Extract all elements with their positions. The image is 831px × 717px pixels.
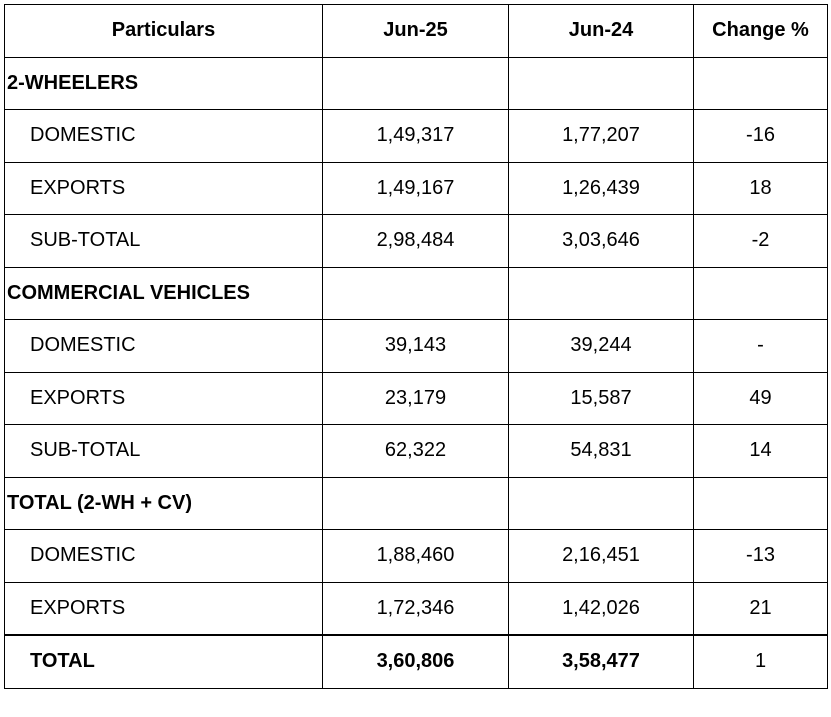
- section-label-total-2wh-cv: TOTAL (2-WH + CV): [5, 477, 323, 530]
- table-row: [5, 215, 828, 268]
- cell-change: 21: [694, 582, 828, 635]
- section-row: [5, 267, 828, 320]
- cell-jun-24: 1,26,439: [509, 162, 694, 215]
- cell-change: -16: [694, 110, 828, 163]
- section-row: [5, 477, 828, 530]
- cell-jun-25: 62,322: [323, 425, 509, 478]
- cell-jun-25: 1,49,317: [323, 110, 509, 163]
- header-particulars: Particulars: [5, 5, 323, 58]
- cell-change: -: [694, 320, 828, 373]
- section-label-2-wheelers: 2-WHEELERS: [5, 57, 323, 110]
- cell-jun-25: 23,179: [323, 372, 509, 425]
- row-label: SUB-TOTAL: [5, 215, 323, 268]
- sales-table-container: [4, 4, 828, 689]
- cell-jun-24: 39,244: [509, 320, 694, 373]
- row-label: DOMESTIC: [5, 110, 323, 163]
- sales-table: [4, 4, 828, 689]
- row-label: DOMESTIC: [5, 320, 323, 373]
- cell-change: 49: [694, 372, 828, 425]
- table-row: [5, 530, 828, 583]
- table-row: [5, 162, 828, 215]
- table-row: [5, 320, 828, 373]
- header-jun-25: Jun-25: [323, 5, 509, 58]
- total-change: 1: [694, 635, 828, 688]
- cell-jun-24: 15,587: [509, 372, 694, 425]
- table-header-row: [5, 5, 828, 58]
- table-row: [5, 425, 828, 478]
- row-label: EXPORTS: [5, 372, 323, 425]
- header-change-percent: Change %: [694, 5, 828, 58]
- cell-jun-24: 3,03,646: [509, 215, 694, 268]
- cell-jun-25: 39,143: [323, 320, 509, 373]
- total-row: [5, 635, 828, 688]
- cell-jun-25: 1,72,346: [323, 582, 509, 635]
- cell-jun-25: 1,49,167: [323, 162, 509, 215]
- row-label: DOMESTIC: [5, 530, 323, 583]
- total-jun-24: 3,58,477: [509, 635, 694, 688]
- header-jun-24: Jun-24: [509, 5, 694, 58]
- row-label: SUB-TOTAL: [5, 425, 323, 478]
- total-label: TOTAL: [5, 635, 323, 688]
- cell-jun-24: 1,77,207: [509, 110, 694, 163]
- cell-change: 14: [694, 425, 828, 478]
- cell-jun-24: 2,16,451: [509, 530, 694, 583]
- row-label: EXPORTS: [5, 162, 323, 215]
- cell-change: 18: [694, 162, 828, 215]
- cell-jun-24: 54,831: [509, 425, 694, 478]
- cell-jun-25: 1,88,460: [323, 530, 509, 583]
- table-row: [5, 372, 828, 425]
- section-row: [5, 57, 828, 110]
- cell-change: -13: [694, 530, 828, 583]
- table-row: [5, 582, 828, 635]
- section-label-commercial-vehicles: COMMERCIAL VEHICLES: [5, 267, 323, 320]
- total-jun-25: 3,60,806: [323, 635, 509, 688]
- row-label: EXPORTS: [5, 582, 323, 635]
- cell-jun-25: 2,98,484: [323, 215, 509, 268]
- table-row: [5, 110, 828, 163]
- cell-jun-24: 1,42,026: [509, 582, 694, 635]
- cell-change: -2: [694, 215, 828, 268]
